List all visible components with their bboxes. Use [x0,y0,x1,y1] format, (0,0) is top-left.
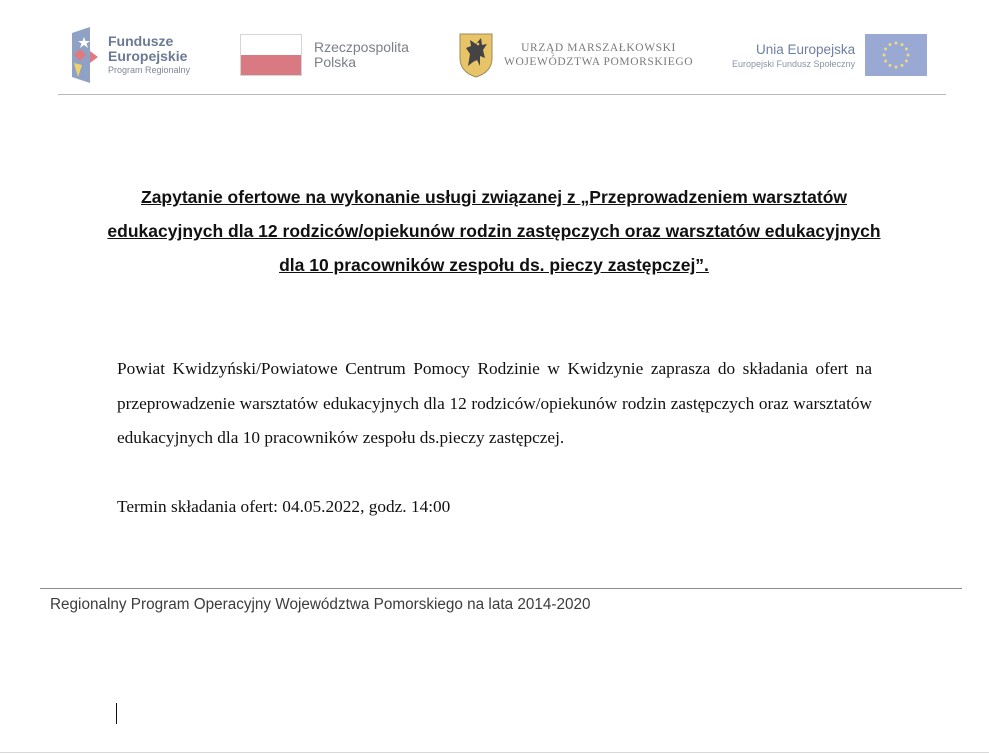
rzeczpospolita-polska-logo [240,22,409,88]
fundusze-title-line1: Fundusze [108,33,174,49]
urzad-line1: URZĄD MARSZAŁKOWSKI [521,42,676,54]
text-cursor [116,703,117,724]
eu-flag-icon [865,34,927,76]
rzeczpospolita-line2: Polska [314,54,357,70]
logo-header [60,22,946,88]
page-bottom-edge [0,752,989,753]
rzeczpospolita-line1: Rzeczpospolita [314,39,409,55]
unia-europejska-logo [732,22,927,88]
header-divider [58,94,946,95]
urzad-line2: WOJEWÓDZTWA POMORSKIEGO [504,56,694,68]
fundusze-europejskie-star-icon [70,27,100,83]
urzad-marszalkowski-logo [458,22,693,88]
polish-flag-icon [240,34,302,76]
fundusze-title-line2: Europejskie [108,48,188,64]
unia-subtitle: Europejski Fundusz Społeczny [732,58,856,69]
fundusze-subtitle: Program Regionalny [108,65,191,75]
footer-program-name: Regionalny Program Operacyjny Województwa Pomorskiego na lata 2014-2020 [50,596,591,613]
offer-deadline: Termin składania ofert: 04.05.2022, godz. 14:00 [117,497,451,516]
document-body-paragraph: Powiat Kwidzyński/Powiatowe Centrum Pomocy Rodzinie w Kwidzynie zaprasza do składania ofert na przeprowadzenie warsztatów edukacyjnych dla 12 rodziców/opiekunów rodzin zastępczych oraz warsztatów edukacyjnych dla 10 pracowników zespołu ds.pieczy zastępczej. [117,359,872,447]
fundusze-europejskie-logo [70,22,190,88]
document-title: Zapytanie ofertowe na wykonanie usługi związanej z „Przeprowadzeniem warsztatów edukacyjnych dla 12 rodziców/opiekunów rodzin zastępczych oraz warsztatów edukacyjnych dla 10 pracowników zespołu ds. pieczy zastępczej”. [107,187,881,275]
footer-divider [40,588,962,589]
pomeranian-griffin-crest-icon [458,32,494,78]
unia-title: Unia Europejska [756,41,856,57]
